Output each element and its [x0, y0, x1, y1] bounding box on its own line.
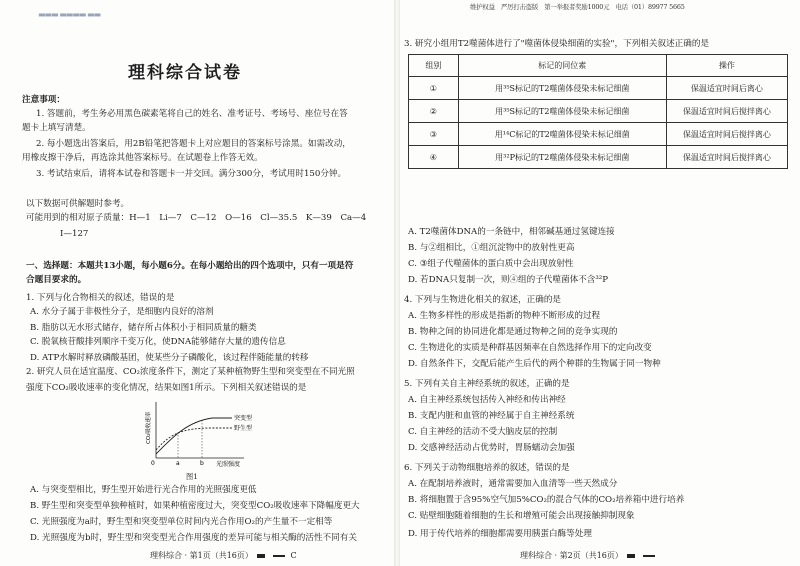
notice-line: 3. 考试结束后，请将本试卷和答题卡一并交回。满分300分，考试用时150分钟。 — [36, 169, 347, 179]
question-5: 5. 下列有关自主神经系统的叙述，正确的是 — [404, 379, 570, 389]
table-cell: 保温适宜时间后搅拌离心 — [666, 123, 787, 146]
anti-piracy-banner: 维护权益 严厉打击盗版 第一举报者奖励1000元 电话（01）89977 5665 — [470, 3, 685, 11]
table-cell: ③ — [409, 123, 459, 146]
legend-wildtype: 野生型 — [234, 425, 252, 432]
q2-option-c: C. 光照强度为a时，野生型和突变型单位时间内光合作用O₂的产生量不一定相等 — [30, 517, 333, 527]
mutant-curve — [156, 418, 232, 454]
print-mark — [627, 554, 635, 558]
table-cell: ② — [409, 100, 459, 123]
q6-option-a: A. 在配制培养液时，通常需要加入血清等一些天然成分 — [408, 479, 618, 489]
q6-option-c: C. 贴壁细胞随着细胞的生长和增殖可能会出现接触抑制现象 — [408, 511, 635, 521]
q3-option-b: B. 与②组相比，①组沉淀物中的放射性更高 — [408, 243, 575, 253]
table-cell: 用¹⁴C标记的T2噬菌体侵染未标记细菌 — [458, 123, 666, 146]
figure-1 — [142, 398, 252, 472]
table-header: 操作 — [666, 55, 787, 77]
right-page — [400, 0, 800, 566]
question-1: 1. 下列与化合物相关的叙述，错误的是 — [26, 293, 175, 303]
atomic-mass-line: I—127 — [60, 229, 89, 239]
question-3: 3. 研究小组用T2噬菌体进行了"噬菌体侵染细菌的实验"，下列相关叙述正确的是 — [404, 39, 710, 49]
q5-option-a: A. 自主神经系统包括传入神经和传出神经 — [408, 395, 566, 405]
table-row — [409, 77, 788, 100]
notice-line: 题卡上填写清楚。 — [22, 123, 91, 133]
q1-option-a: A. 水分子属于非极性分子，是细胞内良好的溶剂 — [30, 307, 214, 317]
figure-caption: 图1 — [186, 472, 198, 481]
table-header: 标记的同位素 — [458, 55, 666, 77]
q6-option-b: B. 将细胞置于含95%空气加5%CO₂的混合气体的CO₂培养箱中进行培养 — [408, 495, 685, 505]
left-page — [0, 0, 394, 566]
table-cell: 用³⁵S标记的T2噬菌体侵染未标记细菌 — [458, 77, 666, 100]
question-6: 6. 下列关于动物细胞培养的叙述，错误的是 — [404, 463, 570, 473]
print-mark — [257, 554, 265, 558]
notice-line: 1. 答题前，考生务必用黑色碳素笔将自己的姓名、准考证号、考场号、座位号在答 — [36, 109, 348, 119]
page-footer — [150, 550, 297, 561]
atomic-mass-line: 可能用到的相对原子质量：H—1 Li—7 C—12 O—16 Cl—35.5 K—39 Ca—4 — [26, 213, 367, 223]
table-cell: 用³²P标记的T2噬菌体侵染未标记细菌 — [458, 146, 666, 169]
table-cell: ① — [409, 77, 459, 100]
notice-heading: 注意事项： — [22, 95, 65, 105]
q3-option-d: D. 若DNA只复制一次，则④组的子代噬菌体不含³²P — [408, 275, 609, 285]
header-scribble: ▬▬▬ ▬▬▬▬ ▬▬ — [38, 10, 101, 19]
q2-option-a: A. 与突变型相比，野生型开始进行光合作用的光照强度更低 — [30, 485, 257, 495]
q3-option-c: C. ③组子代噬菌体的蛋白质中会出现放射性 — [408, 259, 574, 269]
q3-option-a: A. T2噬菌体DNA的一条链中，相邻碱基通过氢键连接 — [408, 227, 615, 237]
wildtype-curve — [156, 428, 232, 450]
page-footer — [520, 550, 658, 561]
origin-label: 0 — [151, 460, 155, 467]
table-cell: ④ — [409, 146, 459, 169]
q4-option-c: C. 生物进化的实质是种群基因频率在自然选择作用下的定向改变 — [408, 343, 652, 353]
tick-b: b — [200, 460, 204, 467]
q5-option-d: D. 交感神经活动占优势时，胃肠蠕动会加强 — [408, 443, 575, 453]
table-cell: 保温适宜时间后离心 — [666, 77, 787, 100]
page-footer-text: 理科综合 · 第1页（共16页） — [150, 551, 253, 560]
q5-option-b: B. 支配内脏和血管的神经属于自主神经系统 — [408, 411, 575, 421]
q1-option-b: B. 脂肪以无水形式储存，储存所占体积小于相同质量的糖类 — [30, 323, 257, 333]
tick-a: a — [176, 460, 180, 467]
table-header-row — [409, 55, 788, 77]
q1-option-d: D. ATP水解时释放磷酸基团，使某些分子磷酸化，该过程伴随能量的转移 — [30, 353, 309, 363]
table-row — [409, 100, 788, 123]
q4-option-d: D. 自然条件下，交配后能产生后代的两个种群的生物属于同一物种 — [408, 359, 661, 369]
y-axis-label: CO₂吸收速率 — [146, 411, 152, 444]
table-cell: 保温适宜时间后搅拌离心 — [666, 100, 787, 123]
section-heading: 合题目要求的。 — [26, 275, 87, 285]
table-header: 组别 — [409, 55, 459, 77]
notice-line: 2. 每小题选出答案后，用2B铅笔把答题卡上对应题目的答案标号涂黑。如需改动， — [36, 139, 351, 149]
q5-option-c: C. 自主神经的活动不受大脑皮层的控制 — [408, 427, 558, 437]
print-mark — [273, 555, 285, 557]
question-2: 强度下CO₂吸收速率的变化情况，结果如图1所示。下列相关叙述错误的是 — [26, 383, 307, 393]
q4-option-b: B. 物种之间的协同进化都是通过物种之间的竞争实现的 — [408, 327, 618, 337]
page-footer-text: 理科综合 · 第2页（共16页） — [520, 551, 623, 560]
q2-option-b: B. 野生型和突变型单独种植时，如果种植密度过大，突变型CO₂吸收速率下降幅度更大 — [30, 501, 360, 511]
exam-title: 理科综合试卷 — [128, 63, 242, 83]
section-heading: 一、选择题：本题共13小题，每小题6分。在每小题给出的四个选项中，只有一项是符 — [26, 261, 354, 271]
print-mark — [643, 555, 655, 557]
table-cell: 保温适宜时间后搅拌离心 — [666, 146, 787, 169]
table-cell: 用³⁵S标记的T2噬菌体侵染未标记细菌 — [458, 100, 666, 123]
legend-mutant: 突变型 — [234, 415, 252, 422]
table-row — [409, 146, 788, 169]
question-4: 4. 下列与生物进化相关的叙述，正确的是 — [404, 295, 562, 305]
table-row — [409, 123, 788, 146]
notice-line: 用橡皮擦干净后，再选涂其他答案标号。在试题卷上作答无效。 — [22, 153, 263, 163]
q1-option-c: C. 脱氧核苷酸排列顺序千变万化，使DNA能够储存大量的遗传信息 — [30, 337, 286, 347]
q6-option-d: D. 用于传代培养的细胞都需要用胰蛋白酶等处理 — [408, 529, 592, 539]
question-2: 2. 研究人员在适宜温度、CO₂浓度条件下，测定了某种植物野生型和突变型在不同光照 — [26, 367, 355, 377]
q2-option-d: D. 光照强度为b时，野生型和突变型光合作用强度的差异可能与相关酶的活性不同有关 — [30, 533, 357, 543]
x-axis-label: 光照强度 — [216, 461, 241, 468]
page-footer-mark: C — [290, 551, 297, 560]
data-intro: 以下数据可供解题时参考。 — [26, 199, 130, 209]
q4-option-a: A. 生物多样性的形成是指新的物种不断形成的过程 — [408, 311, 601, 321]
experiment-table — [408, 54, 788, 169]
